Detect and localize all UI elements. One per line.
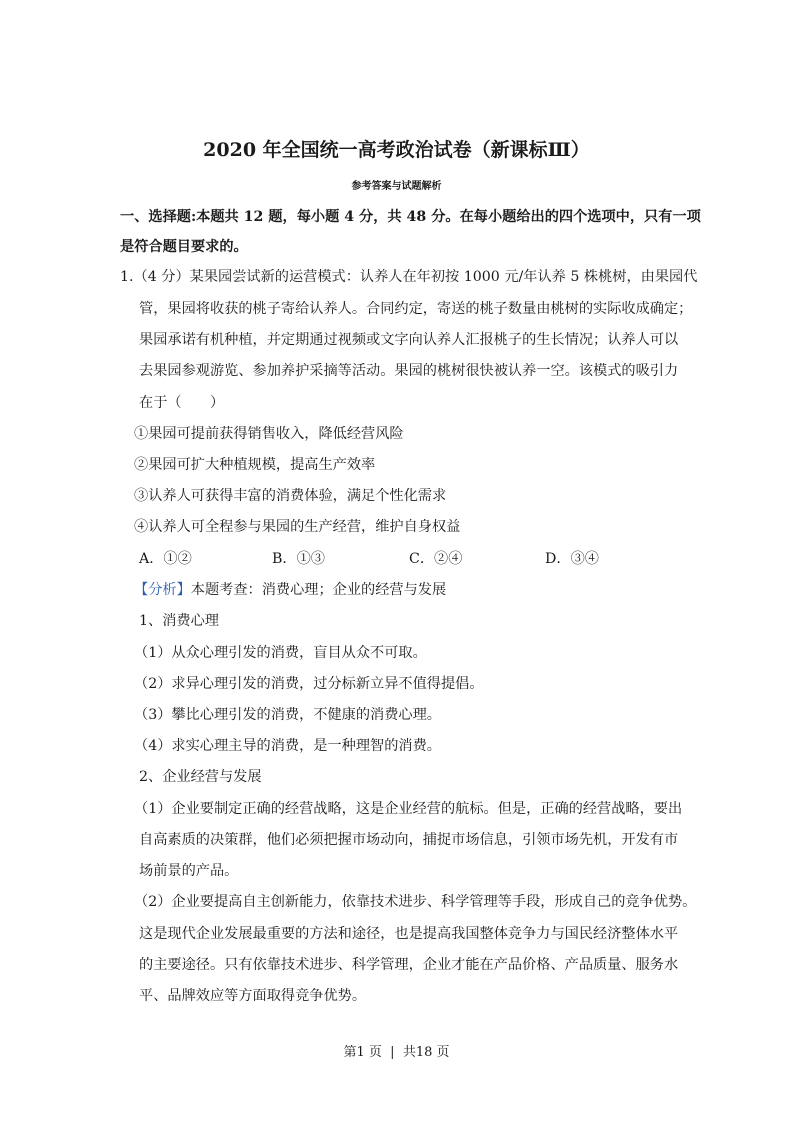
analysis-tag: 【分析】 xyxy=(134,582,191,598)
analysis-heading-2: 2、企业经营与发展 xyxy=(139,769,262,785)
question-text-line: 管，果园将收获的桃子寄给认养人。合同约定，寄送的桃子数量由桃树的实际收成确定； xyxy=(139,301,693,317)
statement-3: ③认养人可获得丰富的消费体验，满足个性化需求 xyxy=(134,488,447,504)
question-text-line: 果园承诺有机种植，并定期通过视频或文字向认养人汇报桃子的生长情况；认养人可以 xyxy=(139,332,679,348)
option-a: A．①② xyxy=(139,551,192,567)
question-text-line: 1.（4 分）某果园尝试新的运营模式：认养人在年初按 1000 元/年认养 5 株桃树，由果园代 xyxy=(120,269,698,285)
analysis-item: （1）从众心理引发的消费，盲目从众不可取。 xyxy=(134,645,427,661)
question-text-line: 在于（ ） xyxy=(139,395,225,411)
section-heading-line2: 是符合题目要求的。 xyxy=(120,239,248,255)
option-b: B．①③ xyxy=(272,551,325,567)
analysis-paragraph-line: 的主要途径。只有依靠技术进步、科学管理，企业才能在产品价格、产品质量、服务水 xyxy=(139,957,679,973)
analysis-paragraph-line: 场前景的产品。 xyxy=(139,863,239,879)
statement-1: ①果园可提前获得销售收入，降低经营风险 xyxy=(134,426,404,442)
page-footer: 第1 页 | 共18 页 xyxy=(343,1045,450,1060)
analysis-item: （3）攀比心理引发的消费，不健康的消费心理。 xyxy=(134,707,441,723)
analysis-paragraph-line: （2）企业要提高自主创新能力，依靠技术进步、科学管理等手段，形成自己的竞争优势。 xyxy=(134,894,697,910)
analysis-paragraph-line: 自高素质的决策群，他们必须把握市场动向，捕捉市场信息，引领市场先机，开发有市 xyxy=(139,832,679,848)
option-c: C．②④ xyxy=(409,551,463,567)
analysis-paragraph-line: 这是现代企业发展最重要的方法和途径，也是提高我国整体竞争力与国民经济整体水平 xyxy=(139,926,679,942)
statement-2: ②果园可扩大种植规模，提高生产效率 xyxy=(134,457,376,473)
analysis-heading-1: 1、消费心理 xyxy=(139,613,219,629)
section-heading-line1: 一、选择题:本题共 12 题，每小题 4 分，共 48 分。在每小题给出的四个选项中，只有一项 xyxy=(120,209,701,225)
analysis-paragraph-line: （1）企业要制定正确的经营战略，这是企业经营的航标。但是，正确的经营战略，要出 xyxy=(134,801,683,817)
analysis-item: （4）求实心理主导的消费，是一种理智的消费。 xyxy=(134,738,441,754)
question-text-line: 去果园参观游览、参加养护采摘等活动。果园的桃树很快被认养一空。该模式的吸引力 xyxy=(139,363,679,379)
page-subtitle: 参考答案与试题解析 xyxy=(351,181,442,192)
option-d: D．③④ xyxy=(545,551,599,567)
analysis-intro xyxy=(134,581,446,599)
analysis-intro-text: 本题考查：消费心理；企业的经营与发展 xyxy=(190,582,447,598)
page-title: 2020 年全国统一高考政治试卷（新课标Ⅲ） xyxy=(203,139,590,161)
analysis-paragraph-line: 平、品牌效应等方面取得竞争优势。 xyxy=(139,988,367,1004)
statement-4: ④认养人可全程参与果园的生产经营，维护自身权益 xyxy=(134,519,461,535)
analysis-item: （2）求异心理引发的消费，过分标新立异不值得提倡。 xyxy=(134,676,484,692)
